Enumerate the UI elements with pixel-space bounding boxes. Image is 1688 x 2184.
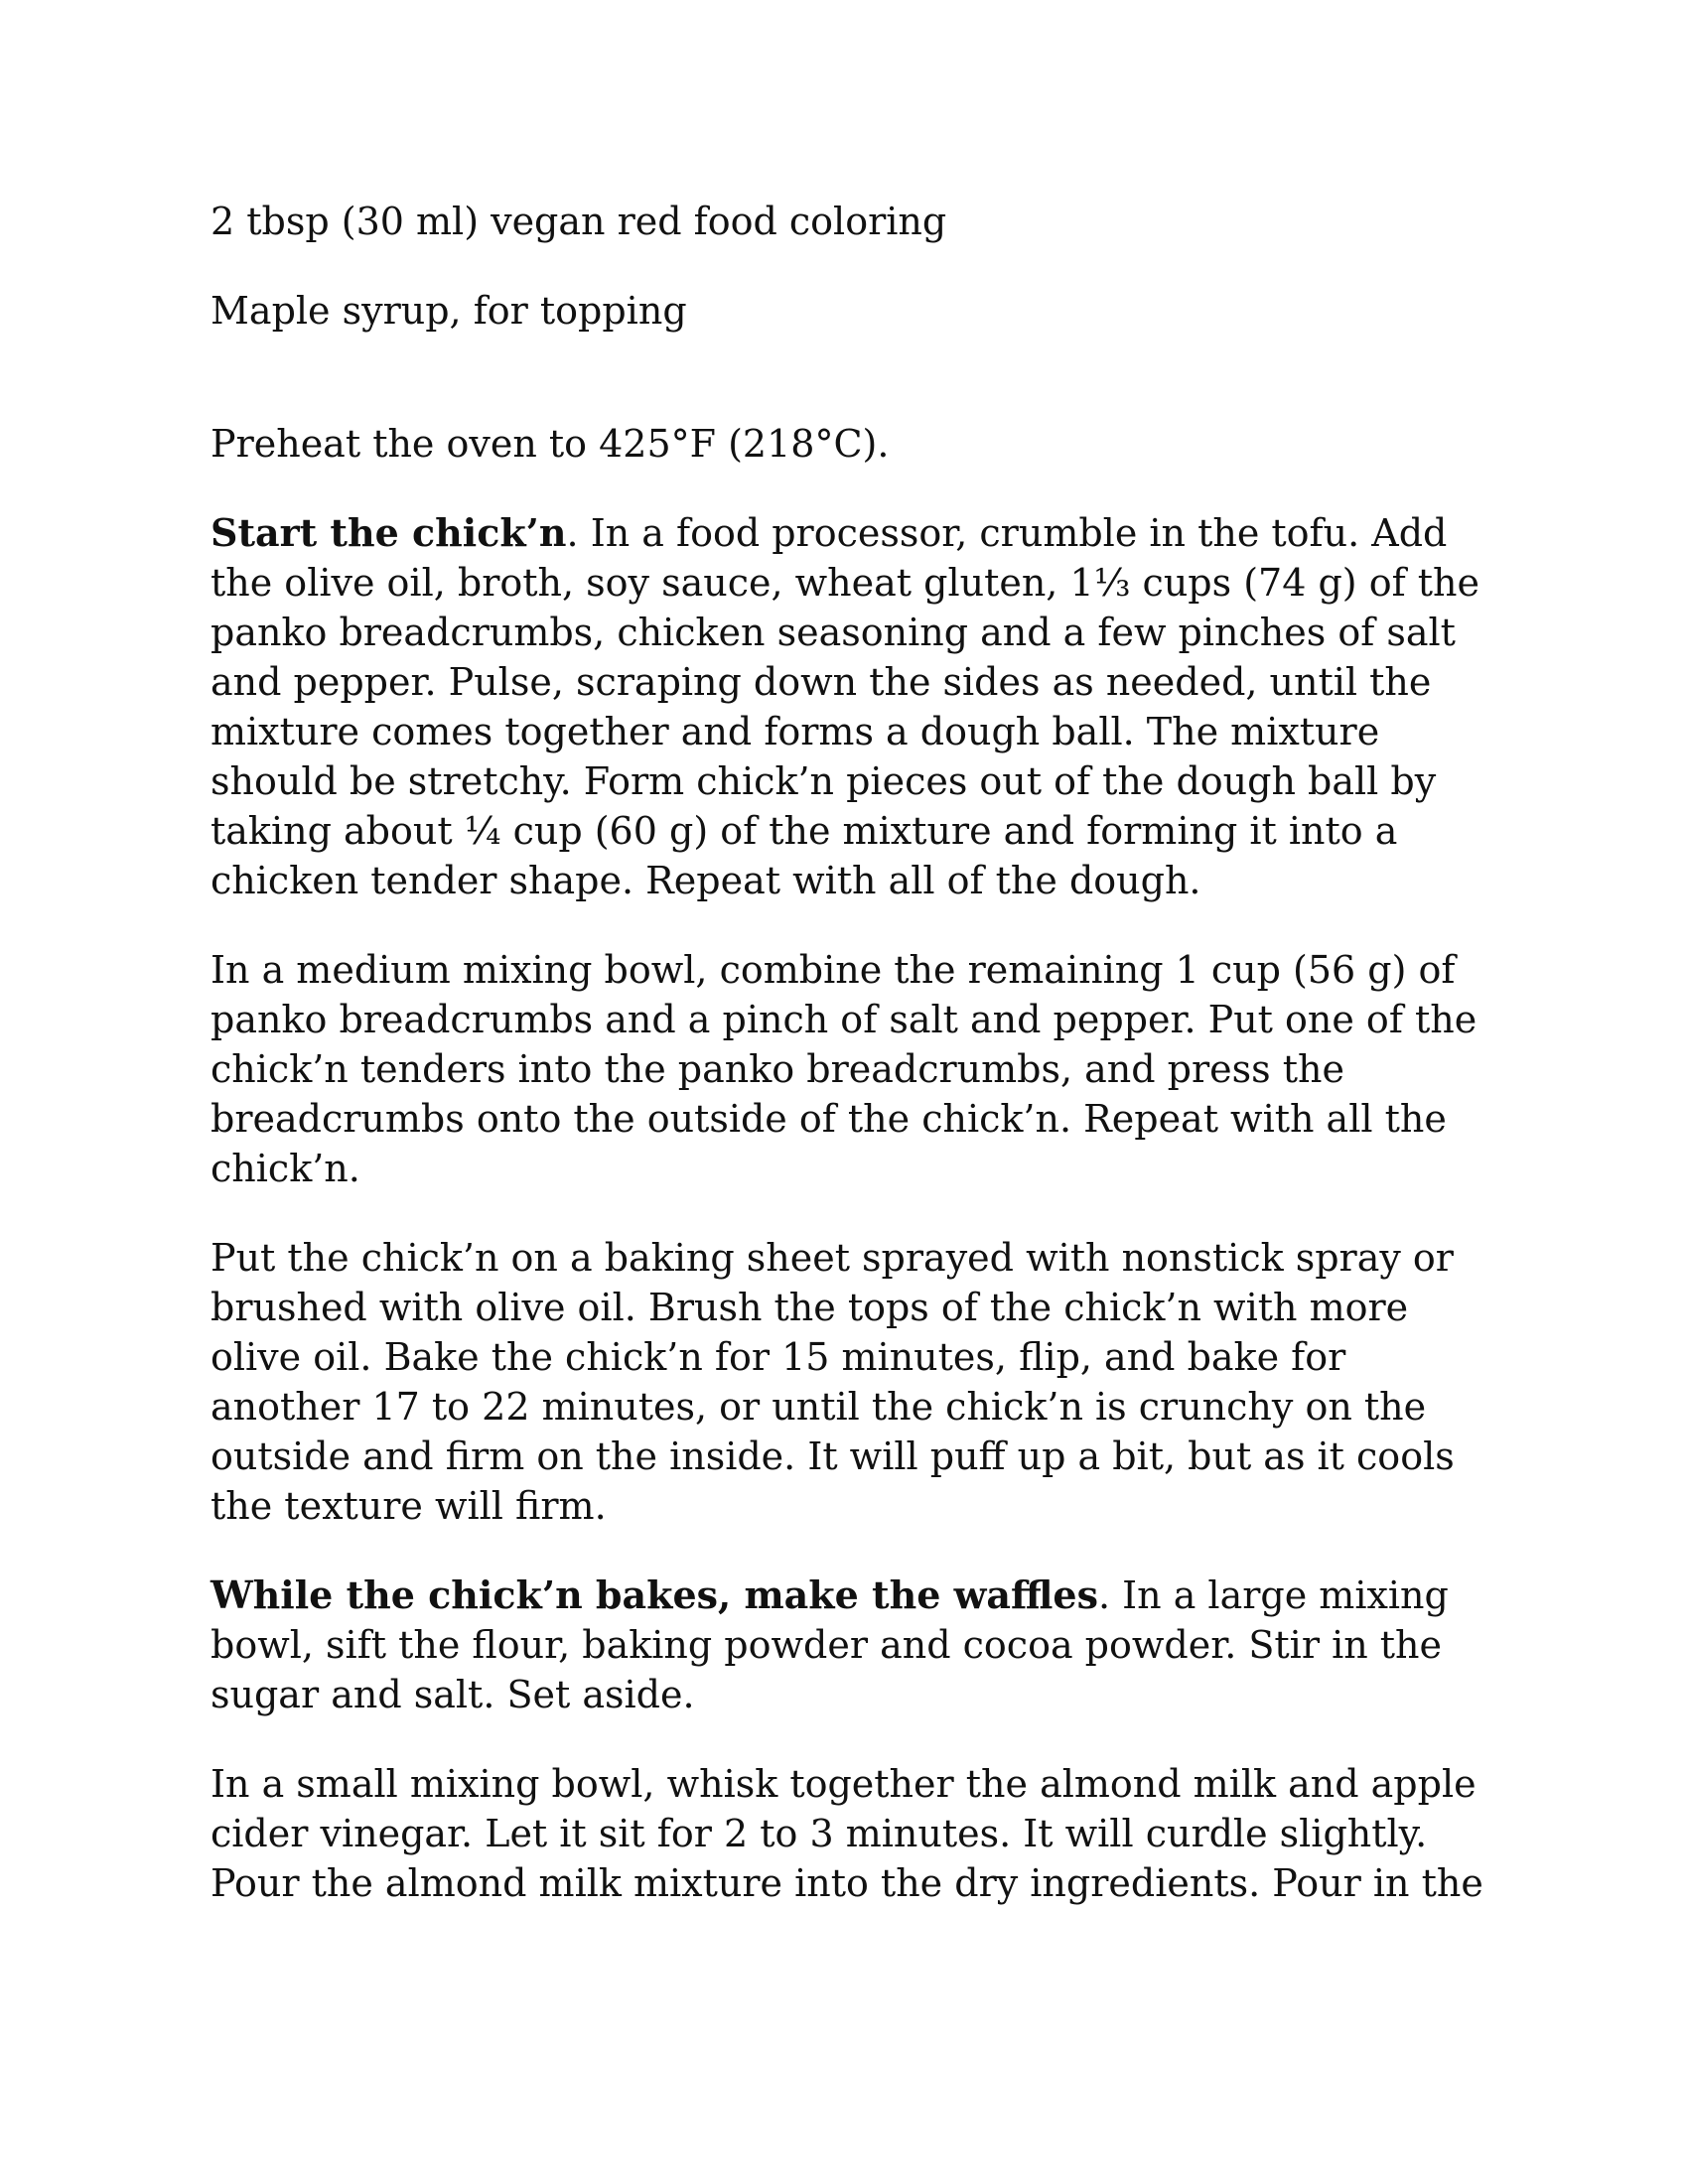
ingredient-line xyxy=(211,286,1501,336)
instruction-step-baking xyxy=(211,1233,1501,1531)
step-text: Preheat the oven to 425°F (218°C). xyxy=(211,422,890,466)
instruction-step-preheat xyxy=(211,419,1501,469)
step-text: . In a food processor, crumble in the tofu. Add the olive oil, broth, soy sauce, wheat gluten, 1⅓ cups (74 g) of the panko breadcrumbs, chicken seasoning and a few pinches of salt and pepper. Pulse, scraping down the sides as needed, until the mixture comes together and forms a dough ball. The mixture should be stretchy. Form chick’n pieces out of the dough ball by taking about ¼ cup (60 g) of the mixture and forming it into a chicken tender shape. Repeat with all of the dough. xyxy=(211,511,1479,902)
step-lead-heading: While the chick’n bakes, make the waffles xyxy=(211,1572,1098,1617)
step-text: In a small mixing bowl, whisk together the almond milk and apple cider vinegar. Let it sit for 2 to 3 minutes. It will curdle slightly. Pour the almond milk mixture into the dry ingredients. Pour in the xyxy=(211,1762,1483,1905)
step-text: In a medium mixing bowl, combine the remaining 1 cup (56 g) of panko breadcrumbs and a pinch of salt and pepper. Put one of the chick’n tenders into the panko breadcrumbs, and press the breadcrumbs onto the outside of the chick’n. Repeat with all the chick’n. xyxy=(211,948,1477,1190)
ingredient-text: Maple syrup, for topping xyxy=(211,289,687,333)
instruction-step-wet-ingredients xyxy=(211,1759,1501,1908)
step-text: . In a large mixing bowl, sift the flour, baking powder and cocoa powder. Stir in the sugar and salt. Set aside. xyxy=(211,1573,1449,1716)
instruction-step-waffles xyxy=(211,1570,1501,1719)
ingredient-text: 2 tbsp (30 ml) vegan red food coloring xyxy=(211,200,947,243)
recipe-content xyxy=(211,197,1501,1908)
instruction-step-start-chickn xyxy=(211,508,1501,905)
step-text: Put the chick’n on a baking sheet sprayed with nonstick spray or brushed with olive oil. Brush the tops of the chick’n with more olive oil. Bake the chick’n for 15 minutes, flip, and bake for another 17 to 22 minutes, or until the chick’n is crunchy on the outside and firm on the inside. It will puff up a bit, but as it cools the texture will firm. xyxy=(211,1236,1455,1528)
step-lead-heading: Start the chick’n xyxy=(211,510,567,555)
instruction-step-breading xyxy=(211,945,1501,1193)
ingredient-line xyxy=(211,197,1501,246)
